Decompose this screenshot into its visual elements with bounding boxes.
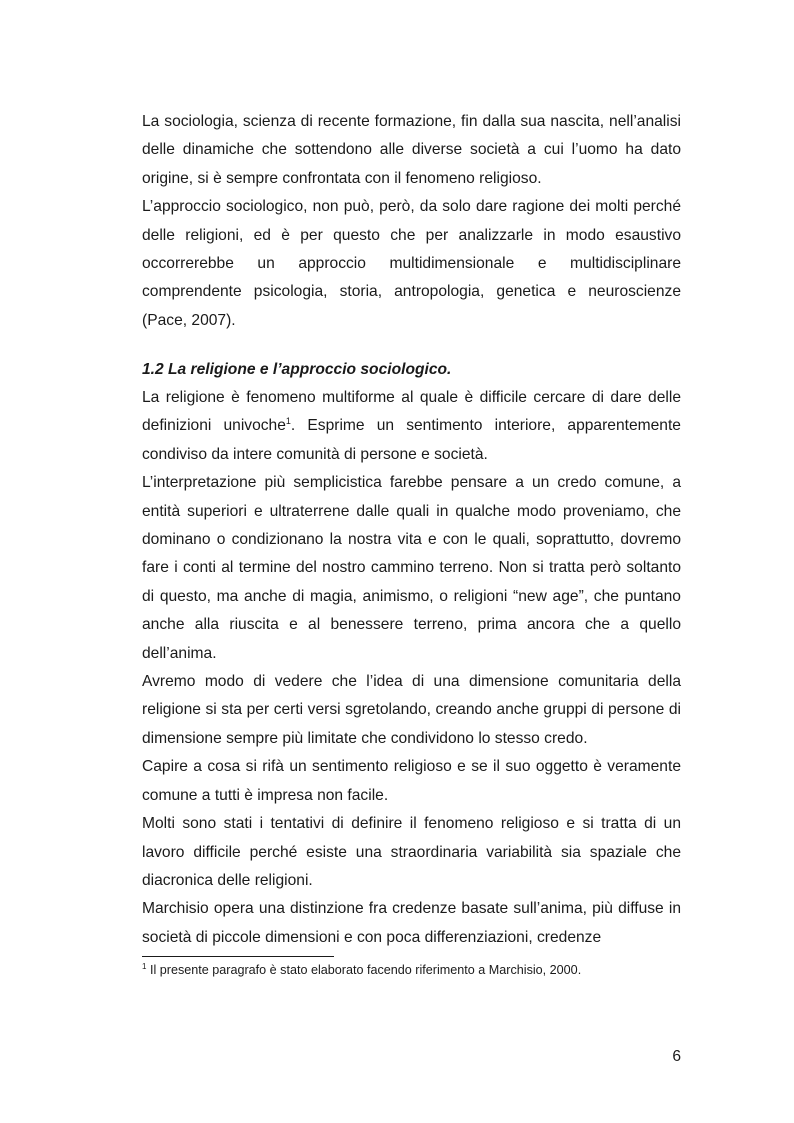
paragraph-text: . Esprime un sentimento interiore, apparentemente condiviso da intere comunità di persone e società. <box>142 417 681 463</box>
paragraph: L’interpretazione più semplicistica farebbe pensare a un credo comune, a entità superiori e ultraterrene dalle quali in qualche modo proveniamo, che dominano o condizionano la nostra vita e con le quali, soprattutto, dovremo fare i conti al termine del nostro cammino terreno. Non si tratta però soltanto di questo, ma anche di magia, animismo, o religioni “new age”, che puntano anche alla riuscita e al benessere terreno, prima ancora che a quello dell’anima. <box>142 474 681 662</box>
footnote-divider <box>142 956 334 957</box>
paragraph: La sociologia, scienza di recente formazione, fin dalla sua nascita, nell’analisi delle dinamiche che sottendono alle diverse società a cui l’uomo ha dato origine, si è sempre confrontata con il fenomeno religioso. <box>142 113 681 187</box>
section-text-block <box>142 384 681 952</box>
intro-text-block <box>142 108 681 335</box>
footnote <box>142 961 702 979</box>
paragraph: Avremo modo di vedere che l’idea di una dimensione comunitaria della religione si sta per certi versi sgretolando, creando anche gruppi di persone di dimensione sempre più limitate che condividono lo stesso credo. <box>142 673 681 747</box>
footnote-reference: 1 <box>285 416 291 427</box>
section-heading: 1.2 La religione e l’approccio sociologico. <box>142 361 452 378</box>
paragraph <box>142 384 681 469</box>
paragraph-text: La religione è fenomeno multiforme al quale è difficile cercare di dare delle definizioni univoche <box>142 389 681 435</box>
paragraph: Capire a cosa si rifà un sentimento religioso e se il suo oggetto è veramente comune a tutti è impresa non facile. <box>142 758 681 804</box>
paragraph: Molti sono stati i tentativi di definire il fenomeno religioso e si tratta di un lavoro difficile perché esiste una straordinaria variabilità sia spaziale che diacronica delle religioni. <box>142 815 681 889</box>
page-number: 6 <box>672 1048 681 1065</box>
footnote-text: Il presente paragrafo è stato elaborato facendo riferimento a Marchisio, 2000. <box>146 963 582 977</box>
paragraph: L’approccio sociologico, non può, però, da solo dare ragione dei molti perché delle religioni, ed è per questo che per analizzarle in modo esaustivo occorrerebbe un approccio multidimensionale e multidisciplinare comprendente psicologia, storia, antropologia, genetica e neuroscienze (Pace, 2007). <box>142 198 681 329</box>
paragraph: Marchisio opera una distinzione fra credenze basate sull’anima, più diffuse in società di piccole dimensioni e con poca differenziazioni, credenze <box>142 900 681 946</box>
footnote-mark: 1 <box>142 961 147 971</box>
